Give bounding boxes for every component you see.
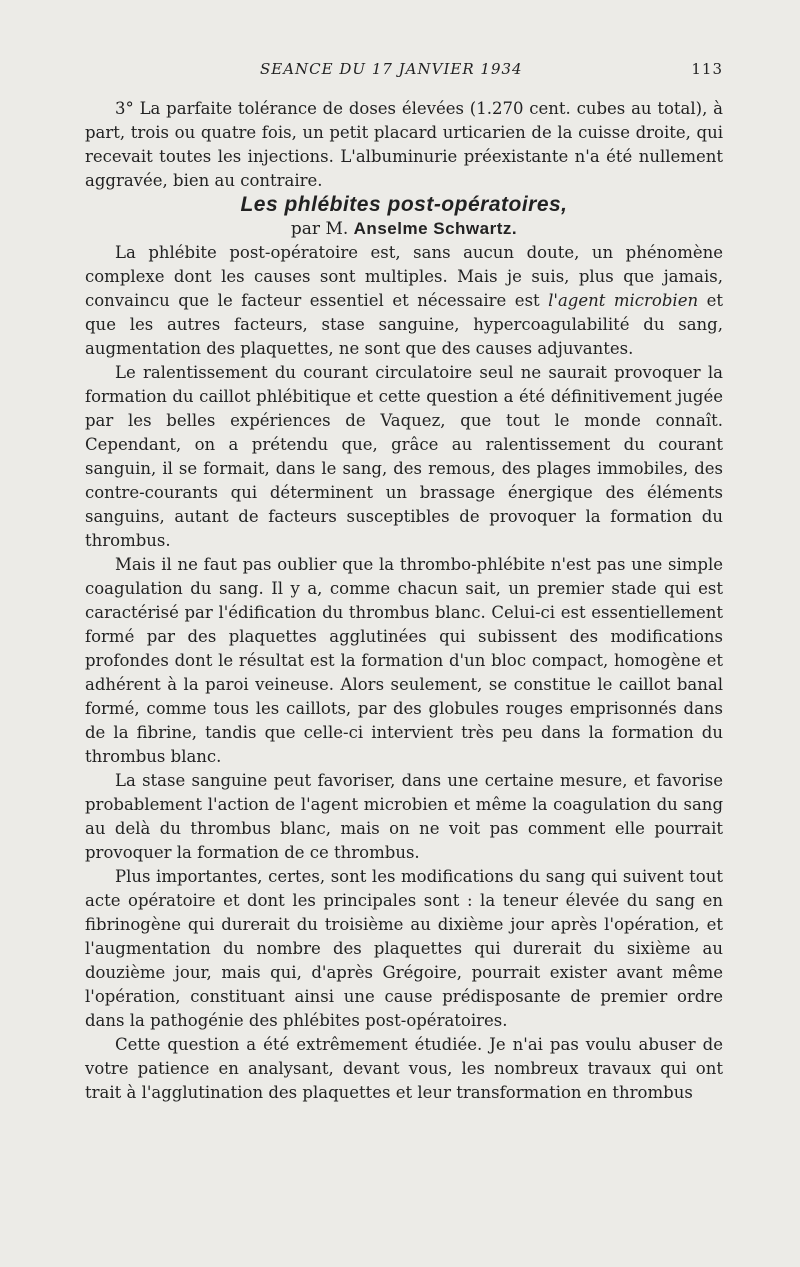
paragraph-5: Plus importantes, certes, sont les modifications du sang qui suivent tout acte opératoire et dont les principales sont : la teneur élevée du sang en fibrinogène qui durerait du troisième au dixième jour après l'opération, et l'augmentation du nombre des plaquettes qui durerait du sixième au douzième jour, mais qui, d'après Grégoire, pourrait exister avant même l'opération, constituant ainsi une cause prédisposante de premier ordre dans la pathogénie des phlébites post-opératoires.: [85, 867, 723, 1030]
paragraph-1-emphasis: l'agent microbien: [548, 291, 699, 310]
paragraph-1-before: La phlébite post-opératoire est, sans aucun doute, un phénomène complexe dont les causes sont multiples. Mais je suis, plus que jamais, convaincu que le facteur essentiel et nécessaire est: [85, 243, 723, 310]
author-name: Anselme Schwartz.: [353, 219, 518, 238]
byline-prefix: par M.: [290, 219, 349, 239]
header-title: SEANCE DU 17 JANVIER 1934: [260, 60, 523, 78]
paragraph-1-after: et que les autres facteurs, stase sanguine, hypercoagulabilité du sang, augmentation des plaquettes, ne sont que des causes adjuvantes.: [85, 291, 723, 358]
byline: [85, 217, 723, 241]
page-number: 113: [691, 60, 723, 78]
paragraph-4: La stase sanguine peut favoriser, dans une certaine mesure, et favorise probablement l'action de l'agent microbien et même la coagulation du sang au delà du thrombus blanc, mais on ne voit pas comment elle pourrait provoquer la formation de ce thrombus.: [85, 771, 723, 862]
paragraph-6: Cette question a été extrêmement étudiée. Je n'ai pas voulu abuser de votre patience en analysant, devant vous, les nombreux travaux qui ont trait à l'agglutination des plaquettes et leur transformation en thrombus: [85, 1035, 723, 1102]
article-title: Les phlébites post-opératoires,: [240, 193, 568, 216]
intro-paragraph: 3° La parfaite tolérance de doses élevées (1.270 cent. cubes au total), à part, trois ou quatre fois, un petit placard urticarien de la cuisse droite, qui recevait toutes les injections. L'albuminurie préexistante n'a été nullement aggravée, bien au contraire.: [85, 99, 723, 190]
page-body: [85, 97, 723, 1105]
paragraph-3: Mais il ne faut pas oublier que la thrombo-phlébite n'est pas une simple coagulation du sang. Il y a, comme chacun sait, un premier stade qui est caractérisé par l'édification du thrombus blanc. Celui-ci est essentiellement formé par des plaquettes agglutinées qui subissent des modifications profondes dont le résultat est la formation d'un bloc compact, homogène et adhérent à la paroi veineuse. Alors seulement, se constitue le caillot banal formé, comme tous les caillots, par des globules rouges emprisonnés dans de la fibrine, tandis que celle-ci intervient très peu dans la formation du thrombus blanc.: [85, 555, 723, 766]
paragraph-2: Le ralentissement du courant circulatoire seul ne saurait provoquer la formation du caillot phlébitique et cette question a été définitivement jugée par les belles expériences de Vaquez, que tout le monde connaît. Cependant, on a prétendu que, grâce au ralentissement du courant sanguin, il se formait, dans le sang, des remous, des plages immobiles, des contre-courants qui déterminent un brassage énergique des éléments sanguins, autant de facteurs susceptibles de provoquer la formation du thrombus.: [85, 363, 723, 550]
paragraph-1: [85, 241, 723, 361]
